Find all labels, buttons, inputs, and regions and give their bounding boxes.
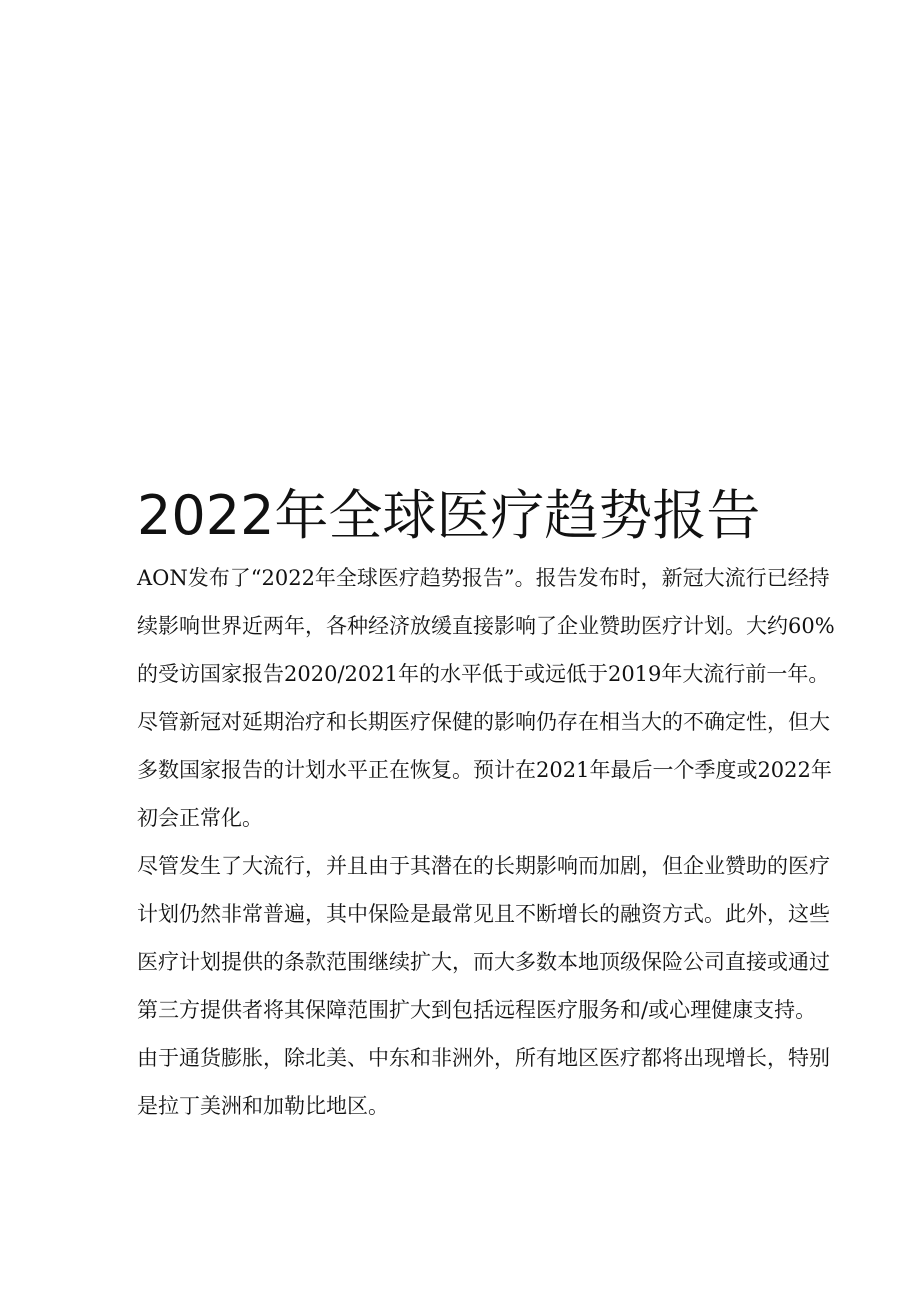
paragraph-1 xyxy=(137,554,835,698)
text-line: AON发布了“2022年全球医疗趋势报告”。报告发布时，新冠大流行已经持 xyxy=(137,566,830,590)
paragraph-4 xyxy=(137,1034,830,1130)
text-line: 多数国家报告的计划水平正在恢复。预计在2021年最后一个季度或2022年 xyxy=(137,758,832,782)
text-line: 是拉丁美洲和加勒比地区。 xyxy=(137,1094,389,1118)
text-line: 尽管新冠对延期治疗和长期医疗保健的影响仍存在相当大的不确定性，但大 xyxy=(137,710,830,734)
document-title: 2022年全球医疗趋势报告 xyxy=(137,484,761,547)
text-line: 医疗计划提供的条款范围继续扩大，而大多数本地顶级保险公司直接或通过 xyxy=(137,950,830,974)
text-line: 第三方提供者将其保障范围扩大到包括远程医疗服务和/或心理健康支持。 xyxy=(137,998,817,1022)
text-line: 续影响世界近两年，各种经济放缓直接影响了企业赞助医疗计划。大约60% xyxy=(137,614,835,638)
text-line: 的受访国家报告2020/2021年的水平低于或远低于2019年大流行前一年。 xyxy=(137,662,830,686)
text-line: 由于通货膨胀，除北美、中东和非洲外，所有地区医疗都将出现增长，特别 xyxy=(137,1046,830,1070)
document-body xyxy=(137,478,835,1130)
paragraph-2 xyxy=(137,698,832,842)
text-line: 尽管发生了大流行，并且由于其潜在的长期影响而加剧，但企业赞助的医疗 xyxy=(137,854,830,878)
paragraph-3 xyxy=(137,842,830,1034)
text-line: 初会正常化。 xyxy=(137,806,263,830)
text-line: 计划仍然非常普遍，其中保险是最常见且不断增长的融资方式。此外，这些 xyxy=(137,902,830,926)
